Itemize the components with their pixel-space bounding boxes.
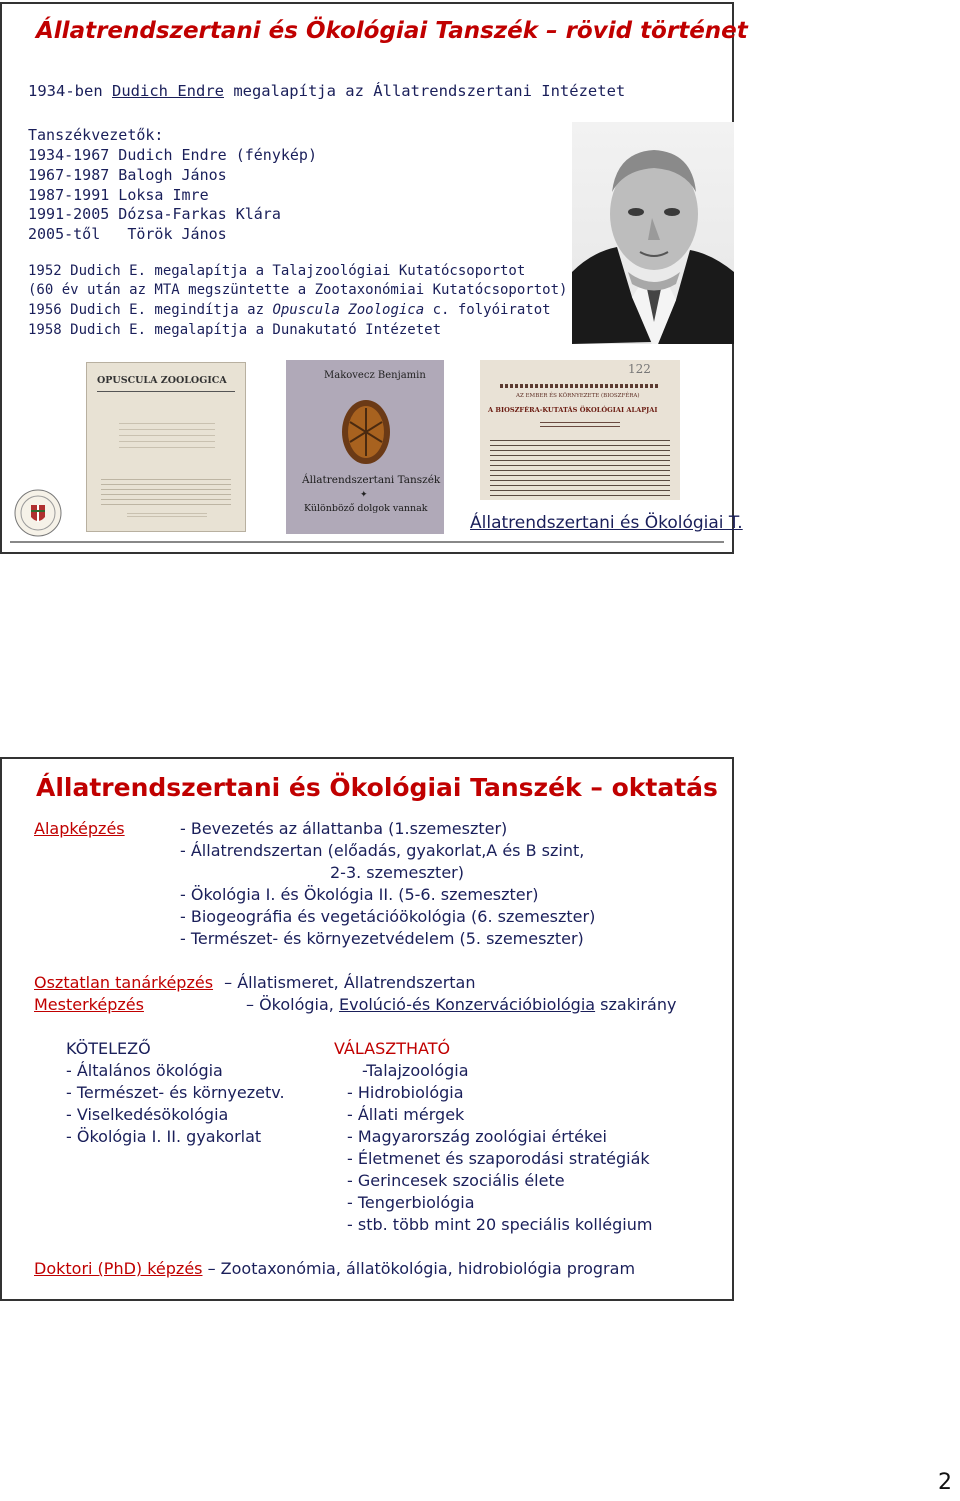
- mester-post: szakirány: [595, 995, 677, 1014]
- book-title: Állatrendszertani Tanszék: [302, 474, 441, 486]
- alap-item: - Bevezetés az állattanba (1.szemeszter): [180, 819, 508, 838]
- valaszthato-item: - Gerincesek szociális élete: [347, 1171, 565, 1190]
- paper-body-text: [490, 440, 670, 496]
- alap-item: - Természet- és környezetvédelem (5. szemeszter): [180, 929, 584, 948]
- alap-item: - Állatrendszertan (előadás, gyakorlat,A és B szint,: [180, 841, 585, 860]
- osztatlan-row: [34, 973, 476, 992]
- valaszthato-item: - stb. több mint 20 speciális kollégium: [347, 1215, 653, 1234]
- slide-footer: Állatrendszertani és Ökológiai T.: [470, 513, 743, 533]
- valaszthato-item: - Tengerbiológia: [347, 1193, 475, 1212]
- event-1952: 1952 Dudich E. megalapítja a Talajzoológiai Kutatócsoportot: [28, 263, 526, 279]
- event-1956-post: c. folyóiratot: [424, 302, 551, 318]
- alap-item: 2-3. szemeszter): [330, 863, 464, 882]
- doktori-row: [34, 1259, 635, 1278]
- paper-text-block: [540, 422, 620, 430]
- kotelezo-label: KÖTELEZŐ: [66, 1039, 151, 1058]
- department-book-image: [286, 360, 444, 534]
- footer-rule: [10, 541, 724, 543]
- cover-text-block: [127, 513, 207, 519]
- journal-name: Opuscula Zoologica: [272, 302, 425, 318]
- turtle-image: [336, 396, 396, 468]
- paper-page-image: [480, 360, 680, 500]
- cover-text-block: [119, 423, 215, 453]
- event-1958: 1958 Dudich E. megalapítja a Dunakutató Intézetet: [28, 322, 442, 338]
- page-number: 2: [938, 1470, 952, 1495]
- valaszthato-item: - Magyarország zoológiai értékei: [347, 1127, 607, 1146]
- kotelezo-item: - Általános ökológia: [66, 1061, 223, 1080]
- book-star: ✦: [360, 490, 368, 500]
- opuscula-cover-image: [86, 362, 246, 532]
- paper-line: AZ EMBER ÉS KÖRNYEZETE (BIOSZFÉRA): [516, 393, 640, 399]
- head-item: 2005-től Török János: [28, 225, 227, 243]
- kotelezo-item: - Természet- és környezetv.: [66, 1083, 285, 1102]
- university-logo: [14, 489, 62, 537]
- alap-item: - Ökológia I. és Ökológia II. (5-6. szemeszter): [180, 885, 539, 904]
- founder-link[interactable]: Dudich Endre: [112, 82, 224, 100]
- doktori-label[interactable]: Doktori (PhD) képzés: [34, 1259, 203, 1278]
- doktori-text: – Zootaxonómia, állatökológia, hidrobiológia program: [202, 1259, 636, 1278]
- valaszthato-item: - Hidrobiológia: [347, 1083, 464, 1102]
- head-item: 1934-1967 Dudich Endre (fénykép): [28, 146, 317, 164]
- paper-page-number: 122: [628, 362, 651, 376]
- opuscula-cover-title: OPUSCULA ZOOLOGICA: [97, 375, 227, 386]
- slide-history: [0, 2, 748, 554]
- alap-item: - Biogeográfia és vegetációökológia (6. szemeszter): [180, 907, 596, 926]
- kotelezo-item: - Viselkedésökológia: [66, 1105, 229, 1124]
- cover-text-block: [101, 479, 231, 505]
- head-item: 1967-1987 Balogh János: [28, 166, 227, 184]
- founding-year: 1934-ben: [28, 82, 112, 100]
- valaszthato-item: - Állati mérgek: [347, 1105, 465, 1124]
- alapkepzes-label[interactable]: Alapképzés: [34, 819, 125, 838]
- cover-rule: [97, 391, 235, 392]
- head-item: 1991-2005 Dózsa-Farkas Klára: [28, 205, 281, 223]
- osztatlan-text: – Állatismeret, Állatrendszertan: [219, 973, 476, 992]
- founding-rest: megalapítja az Állatrendszertani Intézetet: [223, 82, 626, 100]
- osztatlan-label[interactable]: Osztatlan tanárképzés: [34, 973, 214, 992]
- mester-program: Evolúció-és Konzervációbiológia: [338, 995, 596, 1014]
- slide-education: [0, 757, 734, 1301]
- event-note: (60 év után az MTA megszüntette a Zootaxonómiai Kutatócsoportot): [28, 282, 568, 298]
- mester-text: [246, 995, 676, 1014]
- book-subtitle: Különböző dolgok vannak: [304, 503, 428, 514]
- mester-pre: – Ökológia,: [246, 995, 339, 1014]
- paper-text-block: [500, 384, 660, 388]
- heads-label: Tanszékvezetők:: [28, 126, 164, 144]
- valaszthato-item: - Életmenet és szaporodási stratégiák: [347, 1149, 650, 1168]
- event-1956: [28, 302, 551, 318]
- valaszthato-label: VÁLASZTHATÓ: [334, 1039, 451, 1058]
- paper-title: A BIOSZFÉRA-KUTATÁS ÖKOLÓGIAI ALAPJAI: [488, 406, 658, 414]
- slide-title: Állatrendszertani és Ökológiai Tanszék – rövid történet: [36, 18, 748, 44]
- event-1956-pre: 1956 Dudich E. megindítja az: [28, 302, 273, 318]
- head-item: 1987-1991 Loksa Imre: [28, 186, 209, 204]
- founding-line: [28, 82, 625, 100]
- valaszthato-item: -Talajzoológia: [362, 1061, 469, 1080]
- kotelezo-item: - Ökológia I. II. gyakorlat: [66, 1127, 262, 1146]
- portrait-photo: [572, 122, 734, 344]
- slide-title: Állatrendszertani és Ökológiai Tanszék – oktatás: [36, 773, 718, 802]
- mesterkepzes-label[interactable]: Mesterképzés: [34, 995, 144, 1014]
- book-author: Makovecz Benjamin: [324, 370, 426, 381]
